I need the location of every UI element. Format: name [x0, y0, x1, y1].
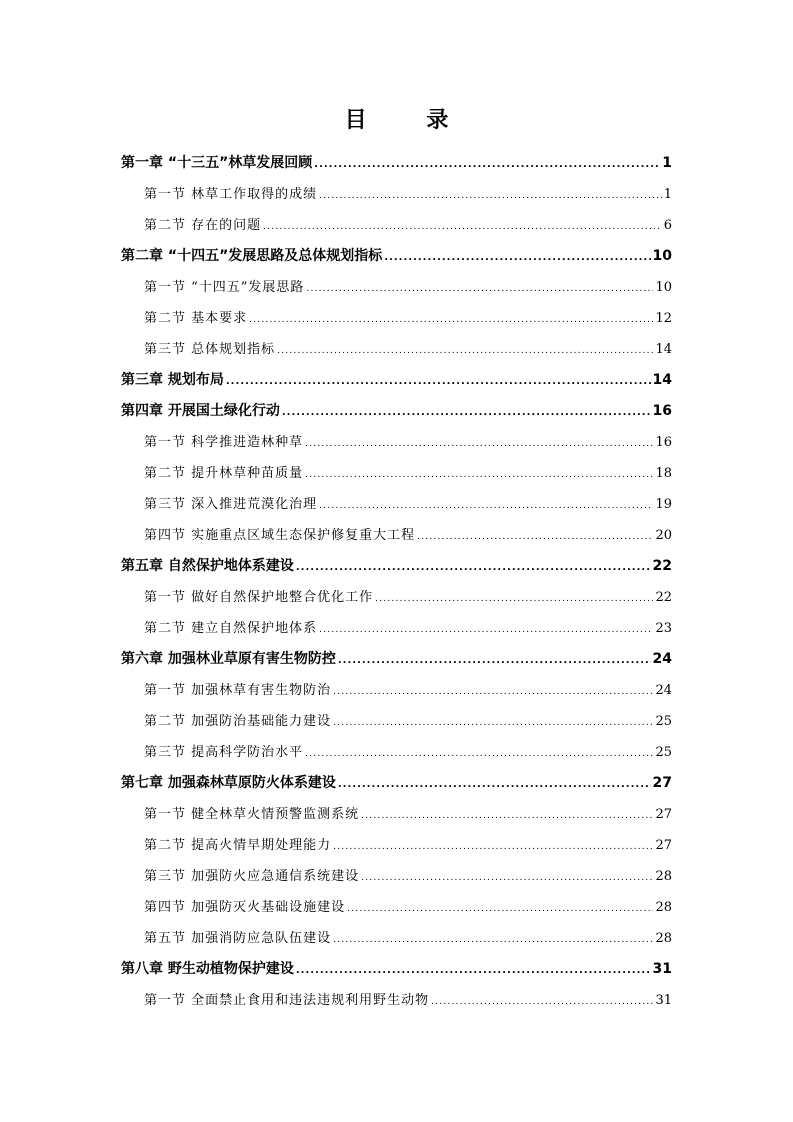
toc-page-number: 10: [652, 248, 672, 264]
toc-dot-leader: [305, 739, 653, 770]
toc-page-number: 14: [655, 342, 672, 357]
toc-page-number: 31: [655, 993, 672, 1008]
toc-entry-label: 第七章 加强森林草原防火体系建设: [121, 775, 336, 791]
toc-entry-label: 第三节 总体规划指标: [144, 342, 276, 357]
toc-dot-leader: [333, 832, 653, 863]
toc-dot-leader: [347, 894, 653, 925]
toc-chapter-entry[interactable]: [121, 954, 672, 985]
toc-dot-leader: [431, 987, 653, 1018]
toc-chapter-entry[interactable]: [121, 644, 672, 675]
toc-page-number: 28: [655, 931, 672, 946]
toc-section-entry[interactable]: [121, 923, 672, 954]
toc-page-number: 16: [652, 403, 672, 419]
toc-dot-leader: [305, 429, 653, 460]
toc-section-entry[interactable]: [121, 489, 672, 520]
toc-dot-leader: [263, 212, 662, 243]
toc-section-entry[interactable]: [121, 737, 672, 768]
toc-dot-leader: [375, 584, 653, 615]
toc-dot-leader: [361, 801, 653, 832]
toc-dot-leader: [333, 708, 653, 739]
toc-entry-label: 第二节 提高火情早期处理能力: [144, 838, 332, 853]
toc-page-number: 1: [662, 155, 672, 171]
toc-entry-label: 第四章 开展国土绿化行动: [121, 403, 280, 419]
toc-section-entry[interactable]: [121, 799, 672, 830]
toc-section-entry[interactable]: [121, 861, 672, 892]
toc-page-number: 25: [655, 745, 672, 760]
toc-list: [121, 148, 672, 1016]
toc-entry-label: 第三节 加强防火应急通信系统建设: [144, 869, 360, 884]
toc-chapter-entry[interactable]: [121, 396, 672, 427]
toc-entry-label: 第三节 提高科学防治水平: [144, 745, 304, 760]
toc-section-entry[interactable]: [121, 458, 672, 489]
toc-section-entry[interactable]: [121, 582, 672, 613]
toc-page-number: 10: [655, 280, 672, 295]
toc-section-entry[interactable]: [121, 427, 672, 458]
toc-entry-label: 第二章 “十四五”发展思路及总体规划指标: [121, 248, 383, 264]
toc-chapter-entry[interactable]: [121, 768, 672, 799]
toc-page-number: 18: [655, 466, 672, 481]
toc-dot-leader: [226, 366, 651, 397]
toc-entry-label: 第一节 全面禁止食用和违法违规利用野生动物: [144, 993, 430, 1008]
toc-page-number: 22: [655, 590, 672, 605]
toc-dot-leader: [361, 863, 653, 894]
toc-page-number: 28: [655, 869, 672, 884]
toc-entry-label: 第二节 提升林草种苗质量: [144, 466, 304, 481]
toc-dot-leader: [333, 925, 653, 956]
toc-section-entry[interactable]: [121, 272, 672, 303]
toc-entry-label: 第一节 林草工作取得的成绩: [144, 187, 318, 202]
toc-dot-leader: [306, 274, 653, 305]
toc-page-number: 25: [655, 714, 672, 729]
toc-page-number: 22: [652, 558, 672, 574]
toc-page-number: 1: [663, 187, 672, 202]
toc-section-entry[interactable]: [121, 303, 672, 334]
toc-page-number: 6: [663, 218, 672, 233]
toc-dot-leader: [338, 645, 651, 676]
toc-page-number: 19: [655, 497, 672, 512]
toc-dot-leader: [305, 460, 653, 491]
toc-chapter-entry[interactable]: [121, 551, 672, 582]
toc-page-number: 27: [655, 838, 672, 853]
toc-dot-leader: [296, 552, 651, 583]
toc-entry-label: 第四节 实施重点区域生态保护修复重大工程: [144, 528, 416, 543]
toc-page-number: 27: [652, 775, 672, 791]
toc-dot-leader: [282, 397, 651, 428]
toc-chapter-entry[interactable]: [121, 365, 672, 396]
toc-dot-leader: [333, 677, 653, 708]
toc-chapter-entry[interactable]: [121, 241, 672, 272]
toc-page-number: 16: [655, 435, 672, 450]
toc-entry-label: 第八章 野生动植物保护建设: [121, 961, 294, 977]
toc-page-number: 28: [655, 900, 672, 915]
toc-section-entry[interactable]: [121, 179, 672, 210]
toc-entry-label: 第二节 存在的问题: [144, 218, 262, 233]
toc-dot-leader: [319, 615, 653, 646]
toc-entry-label: 第一节 做好自然保护地整合优化工作: [144, 590, 374, 605]
toc-chapter-entry[interactable]: [121, 148, 672, 179]
toc-page-number: 20: [655, 528, 672, 543]
toc-section-entry[interactable]: [121, 985, 672, 1016]
toc-entry-label: 第一节 加强林草有害生物防治: [144, 683, 332, 698]
toc-dot-leader: [319, 181, 662, 212]
toc-dot-leader: [249, 305, 653, 336]
toc-section-entry[interactable]: [121, 613, 672, 644]
toc-page-number: 12: [655, 311, 672, 326]
toc-entry-label: 第二节 建立自然保护地体系: [144, 621, 318, 636]
toc-entry-label: 第六章 加强林业草原有害生物防控: [121, 651, 336, 667]
toc-dot-leader: [296, 955, 651, 986]
toc-page-number: 14: [652, 372, 672, 388]
toc-entry-label: 第一节 “十四五”发展思路: [144, 280, 305, 295]
toc-entry-label: 第三章 规划布局: [121, 372, 224, 388]
toc-entry-label: 第四节 加强防灭火基础设施建设: [144, 900, 346, 915]
toc-section-entry[interactable]: [121, 210, 672, 241]
toc-page-number: 24: [652, 651, 672, 667]
toc-dot-leader: [314, 149, 660, 180]
toc-entry-label: 第五节 加强消防应急队伍建设: [144, 931, 332, 946]
toc-entry-label: 第二节 基本要求: [144, 311, 248, 326]
toc-dot-leader: [338, 769, 651, 800]
toc-dot-leader: [277, 336, 653, 367]
toc-section-entry[interactable]: [121, 334, 672, 365]
toc-dot-leader: [417, 522, 653, 553]
toc-section-entry[interactable]: [121, 706, 672, 737]
toc-section-entry[interactable]: [121, 675, 672, 706]
toc-entry-label: 第一章 “十三五”林草发展回顾: [121, 155, 313, 171]
toc-dot-leader: [319, 491, 653, 522]
toc-entry-label: 第五章 自然保护地体系建设: [121, 558, 294, 574]
toc-section-entry[interactable]: [121, 892, 672, 923]
toc-dot-leader: [384, 242, 650, 273]
toc-page-number: 27: [655, 807, 672, 822]
toc-section-entry[interactable]: [121, 830, 672, 861]
toc-entry-label: 第二节 加强防治基础能力建设: [144, 714, 332, 729]
toc-page-number: 23: [655, 621, 672, 636]
toc-entry-label: 第一节 科学推进造林种草: [144, 435, 304, 450]
toc-section-entry[interactable]: [121, 520, 672, 551]
toc-page-number: 24: [655, 683, 672, 698]
toc-entry-label: 第一节 健全林草火情预警监测系统: [144, 807, 360, 822]
toc-entry-label: 第三节 深入推进荒漠化治理: [144, 497, 318, 512]
toc-title: 目 录: [344, 108, 475, 133]
toc-page-number: 31: [652, 961, 672, 977]
